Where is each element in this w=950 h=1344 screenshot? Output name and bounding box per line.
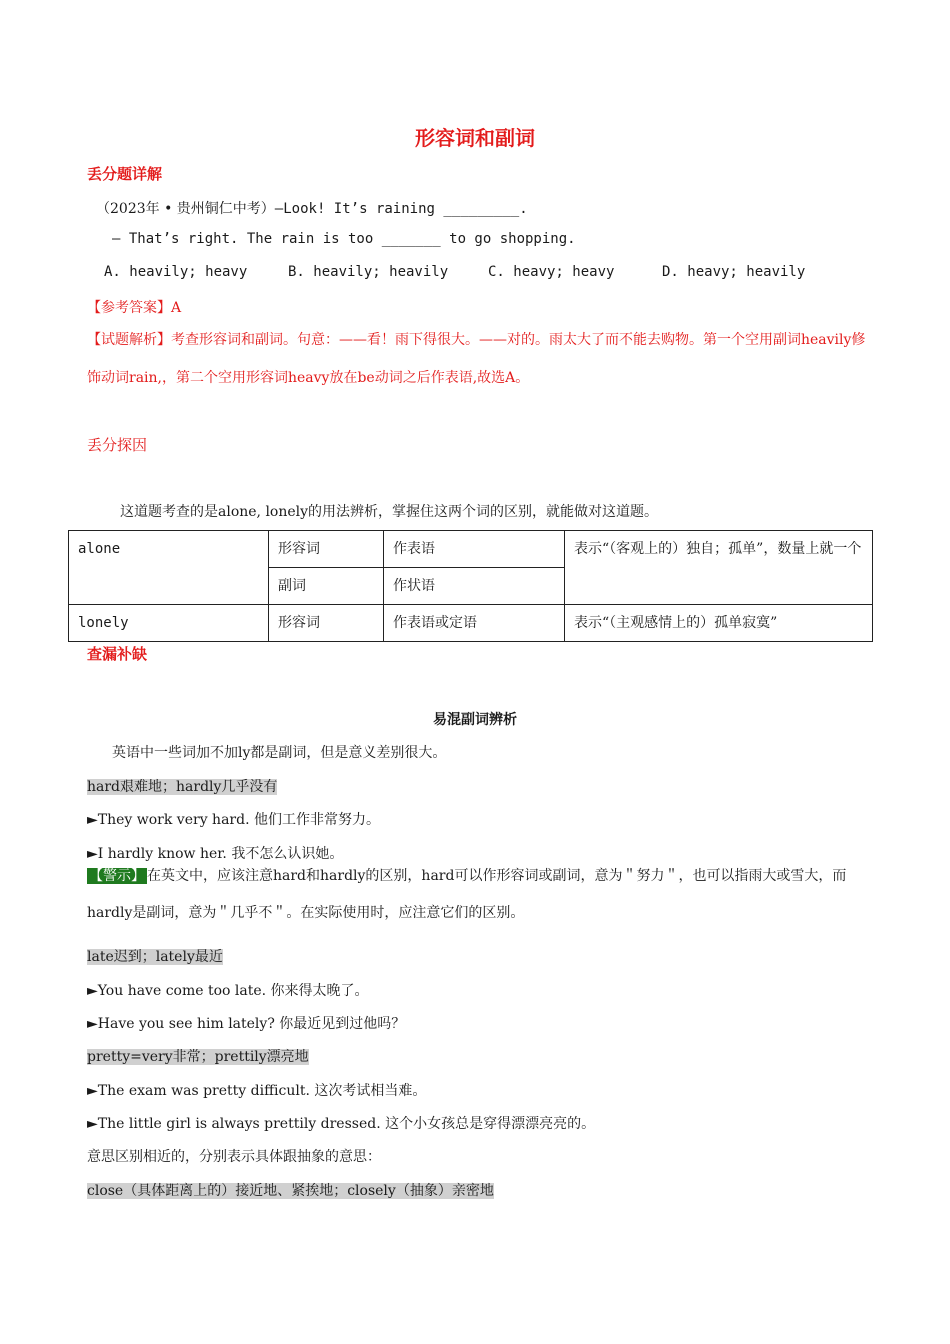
question-options — [104, 264, 805, 280]
table-cell-alone-adv: 副词 — [269, 568, 384, 605]
table-cell-alone-adv-use: 作状语 — [384, 568, 565, 605]
abstract-intro: 意思区别相近的，分别表示具体跟抽象的意思： — [87, 1149, 381, 1165]
table-cell-alone-adj: 形容词 — [269, 531, 384, 568]
analysis-text: 考查形容词和副词。句意：——看！雨下得很大。——对的。雨太大了而不能去购物。第一个空用副词heavily修饰动词rain,，第二个空用形容词heavy放在be动词之后作表语,故选A。 — [87, 332, 866, 386]
table-cell-alone-meaning: 表示“（客观上的）独自；孤单”，数量上就一个 — [565, 531, 873, 605]
warning-paragraph — [87, 858, 867, 932]
pair-close-heading — [87, 1180, 494, 1200]
intro-text: 英语中一些词加不加ly都是副词，但是意义差别很大。 — [112, 745, 447, 761]
example-pretty-1: ►The exam was pretty difficult. 这次考试相当难。 — [87, 1083, 427, 1099]
question-sentence-1: —Look! It’s raining _________. — [274, 201, 528, 217]
highlight-late: late迟到；lately最近 — [87, 949, 223, 965]
question-line-2: — That’s right. The rain is too _______ to go shopping. — [112, 231, 576, 247]
table-cell-lonely-adj: 形容词 — [269, 605, 384, 642]
warning-text: 在英文中，应该注意hard和hardly的区别，hard可以作形容词或副词，意为＂努力＂，也可以指雨大或雪大，而hardly是副词，意为＂几乎不＂。在实际使用时，应注意它们的区别。 — [87, 868, 847, 921]
section-heading-detail: 丢分题详解 — [87, 165, 163, 183]
analysis-label: 【试题解析】 — [87, 332, 171, 348]
answer-value: A — [171, 300, 182, 316]
table-row — [69, 605, 873, 642]
example-hard-2: ►I hardly know her. 我不怎么认识她。 — [87, 846, 344, 862]
option-d: D. heavy; heavily — [662, 264, 806, 280]
cause-text: 这道题考查的是alone, lonely的用法辨析，掌握住这两个词的区别，就能做对这道题。 — [120, 504, 659, 520]
highlight-pretty: pretty=very非常；prettily漂亮地 — [87, 1049, 309, 1065]
page-title: 形容词和副词 — [415, 126, 535, 150]
answer-line — [87, 297, 181, 317]
table-cell-lonely-use: 作表语或定语 — [384, 605, 565, 642]
subheading: 易混副词辨析 — [433, 712, 517, 728]
example-late-1: ►You have come too late. 你来得太晚了。 — [87, 983, 369, 999]
analysis-paragraph — [87, 321, 867, 397]
section-heading-cause: 丢分探因 — [87, 436, 148, 454]
question-line-1 — [96, 198, 528, 218]
table-cell-lonely: lonely — [69, 605, 269, 642]
option-c: C. heavy; heavy — [488, 264, 615, 280]
table-cell-alone-adj-use: 作表语 — [384, 531, 565, 568]
question-source: （2023年 • 贵州铜仁中考） — [96, 201, 275, 217]
answer-label: 【参考答案】 — [87, 300, 171, 316]
option-a: A. heavily; heavy — [104, 264, 248, 280]
table-cell-lonely-meaning: 表示“（主观感情上的）孤单寂寞” — [565, 605, 873, 642]
example-pretty-2: ►The little girl is always prettily dressed. 这个小女孩总是穿得漂漂亮亮的。 — [87, 1116, 596, 1132]
pair-pretty-heading — [87, 1046, 309, 1066]
pair-late-heading — [87, 946, 223, 966]
usage-table — [68, 530, 873, 642]
highlight-close: close（具体距离上的）接近地、紧挨地；closely（抽象）亲密地 — [87, 1183, 494, 1199]
section-heading-fill: 查漏补缺 — [87, 645, 148, 663]
example-hard-1: ►They work very hard. 他们工作非常努力。 — [87, 812, 380, 828]
warning-tag: 【警示】 — [89, 868, 145, 884]
option-b: B. heavily; heavily — [288, 264, 449, 280]
table-cell-alone: alone — [69, 531, 269, 605]
highlight-hard: hard艰难地；hardly几乎没有 — [87, 779, 278, 795]
table-row — [69, 531, 873, 568]
example-late-2: ►Have you see him lately? 你最近见到过他吗？ — [87, 1016, 406, 1032]
pair-hard-heading — [87, 776, 277, 796]
